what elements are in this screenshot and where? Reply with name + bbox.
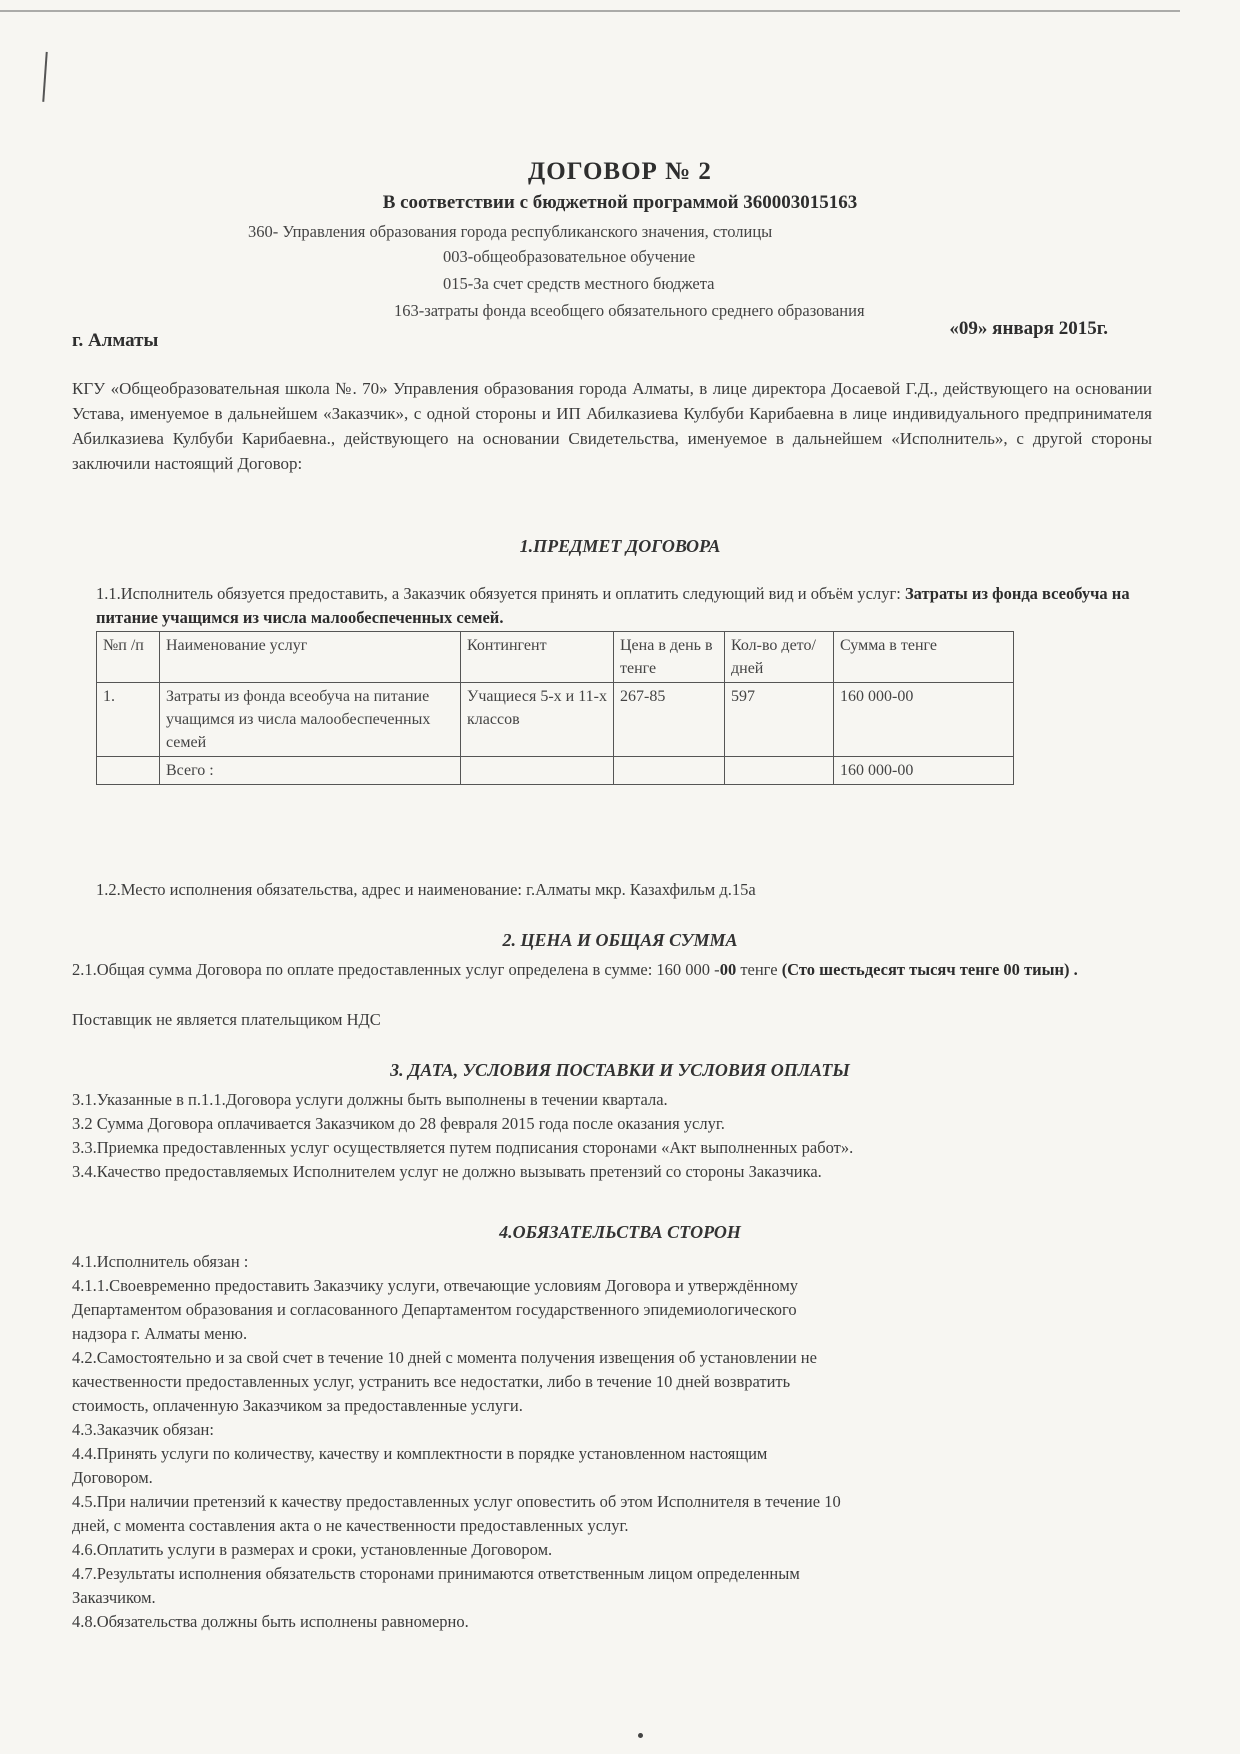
clause-4-8: 4.8.Обязательства должны быть исполнены равномерно. xyxy=(72,1612,469,1631)
clause-4-6: 4.6.Оплатить услуги в размерах и сроки, установленные Договором. xyxy=(72,1540,553,1559)
section-2-title: 2. ЦЕНА И ОБЩАЯ СУММА xyxy=(502,930,738,950)
budget-line-003: 003-общеобразовательное обучение xyxy=(443,247,696,266)
cell-price: 267-85 xyxy=(614,683,725,757)
clause-2-2: Поставщик не является плательщиком НДС xyxy=(72,1010,381,1029)
clause-4-1-1: 4.1.1.Своевременно предоставить Заказчику услуги, отвечающие условиям Договора и утверждённому xyxy=(72,1276,799,1295)
clause-4-1: 4.1.Исполнитель обязан : xyxy=(72,1252,249,1271)
header-service-name: Наименование услуг xyxy=(160,632,461,683)
contract-title: ДОГОВОР № 2 xyxy=(528,158,712,185)
clause-4-3: 4.3.Заказчик обязан: xyxy=(72,1420,214,1439)
clause-4-4: 4.4.Принять услуги по количеству, качеству и комплектности в порядке установленном настоящим xyxy=(72,1444,768,1463)
header-quantity: Кол-во дето/ дней xyxy=(725,632,834,683)
header-contingent: Контингент xyxy=(461,632,614,683)
clause-1-2: 1.2.Место исполнения обязательства, адрес и наименование: г.Алматы мкр. Казахфильм д.15а xyxy=(96,880,756,899)
total-label: Всего : xyxy=(160,757,461,785)
budget-line-015: 015-За счет средств местного бюджета xyxy=(443,274,715,293)
cell-sum: 160 000-00 xyxy=(834,683,1014,757)
scan-dot xyxy=(638,1733,643,1738)
intro-paragraph: КГУ «Общеобразовательная школа №. 70» Управления образования города Алматы, в лице директора Досаевой Г.Д., действующего на основании Устава, именуемое в дальнейшем «Заказчик», с одной стороны и ИП Абилказиева Кулбуби Карибаевна в лице индивидуального предпринимателя Абилказиева Кулбуби Карибаевна., действующего на основании Свидетельства, именуемое в дальнейшем «Исполнитель», с другой стороны заключили настоящий Договор: xyxy=(72,379,1152,473)
header-price-per-day: Цена в день в тенге xyxy=(614,632,725,683)
cell-number: 1. xyxy=(97,683,160,757)
contract-date: «09» января 2015г. xyxy=(949,318,1108,339)
clause-3-3: 3.3.Приемка предоставленных услуг осуществляется путем подписания сторонами «Акт выполненных работ». xyxy=(72,1138,854,1157)
section-4-title: 4.ОБЯЗАТЕЛЬСТВА СТОРОН xyxy=(499,1222,741,1242)
clause-4-5: 4.5.При наличии претензий к качеству предоставленных услуг оповестить об этом Исполнителя в течение 10 xyxy=(72,1492,841,1511)
header-number: №п /п xyxy=(97,632,160,683)
clause-2-1: 2.1.Общая сумма Договора по оплате предоставленных услуг определена в сумме: 160 000 -00 тенге (Сто шестьдесят тысяч тенге 00 тиын) . xyxy=(72,960,1078,979)
clause-4-5-end: дней, с момента составления акта о не качественности предоставленных услуг. xyxy=(72,1516,629,1535)
table-total-row xyxy=(97,757,1014,785)
table-row xyxy=(97,683,1014,757)
section-1-title: 1.ПРЕДМЕТ ДОГОВОРА xyxy=(519,536,721,556)
budget-line-360: 360- Управления образования города республиканского значения, столицы xyxy=(248,222,773,241)
section-4-body xyxy=(72,1250,1172,1634)
cell-service-name: Затраты из фонда всеобуча на питание учащимся из числа малообеспеченных семей xyxy=(160,683,461,757)
clause-4-7-end: Заказчиком. xyxy=(72,1588,156,1607)
clause-4-1-1-cont: Департаментом образования и согласованного Департаментом государственного эпидемиологического xyxy=(72,1300,797,1319)
cell-quantity: 597 xyxy=(725,683,834,757)
budget-program-subtitle: В соответствии с бюджетной программой 360003015163 xyxy=(382,192,858,213)
total-value: 160 000-00 xyxy=(834,757,1014,785)
city: г. Алматы xyxy=(72,330,159,351)
clause-1-1: 1.1.Исполнитель обязуется предоставить, а Заказчик обязуется принять и оплатить следующий вид и объём услуг: Затраты из фонда всеобуча на питание учащимся из числа малообеспеченных семей. xyxy=(96,584,1130,627)
scan-edge-line xyxy=(0,10,1180,12)
table-header-row xyxy=(97,632,1014,683)
clause-4-2-cont: качественности предоставленных услуг, устранить все недостатки, либо в течение 10 дней возвратить xyxy=(72,1372,791,1391)
clause-3-2: 3.2 Сумма Договора оплачивается Заказчиком до 28 февраля 2015 года после оказания услуг. xyxy=(72,1114,725,1133)
budget-line-163: 163-затраты фонда всеобщего обязательного среднего образования xyxy=(394,301,865,320)
clause-4-2-end: стоимость, оплаченную Заказчиком за предоставленные услуги. xyxy=(72,1396,523,1415)
cell-contingent: Учащиеся 5-х и 11-х классов xyxy=(461,683,614,757)
section-3-body xyxy=(72,1088,1172,1184)
clause-3-1: 3.1.Указанные в п.1.1.Договора услуги должны быть выполнены в течении квартала. xyxy=(72,1090,668,1109)
services-table xyxy=(96,631,1014,785)
margin-pen-mark xyxy=(42,52,51,102)
service-name-bold: Затраты из фонда всеобуча на питание учащимся из числа малообеспеченных семей. xyxy=(96,584,1130,627)
clause-4-7: 4.7.Результаты исполнения обязательств сторонами принимаются ответственным лицом определенным xyxy=(72,1564,800,1583)
clause-4-1-1-end: надзора г. Алматы меню. xyxy=(72,1324,248,1343)
clause-4-2: 4.2.Самостоятельно и за свой счет в течение 10 дней с момента получения извещения об установлении не xyxy=(72,1348,817,1367)
section-3-title: 3. ДАТА, УСЛОВИЯ ПОСТАВКИ И УСЛОВИЯ ОПЛАТЫ xyxy=(390,1060,850,1080)
header-sum: Сумма в тенге xyxy=(834,632,1014,683)
clause-3-4: 3.4.Качество предоставляемых Исполнителем услуг не должно вызывать претензий со стороны Заказчика. xyxy=(72,1162,822,1181)
clause-4-4-end: Договором. xyxy=(72,1468,153,1487)
